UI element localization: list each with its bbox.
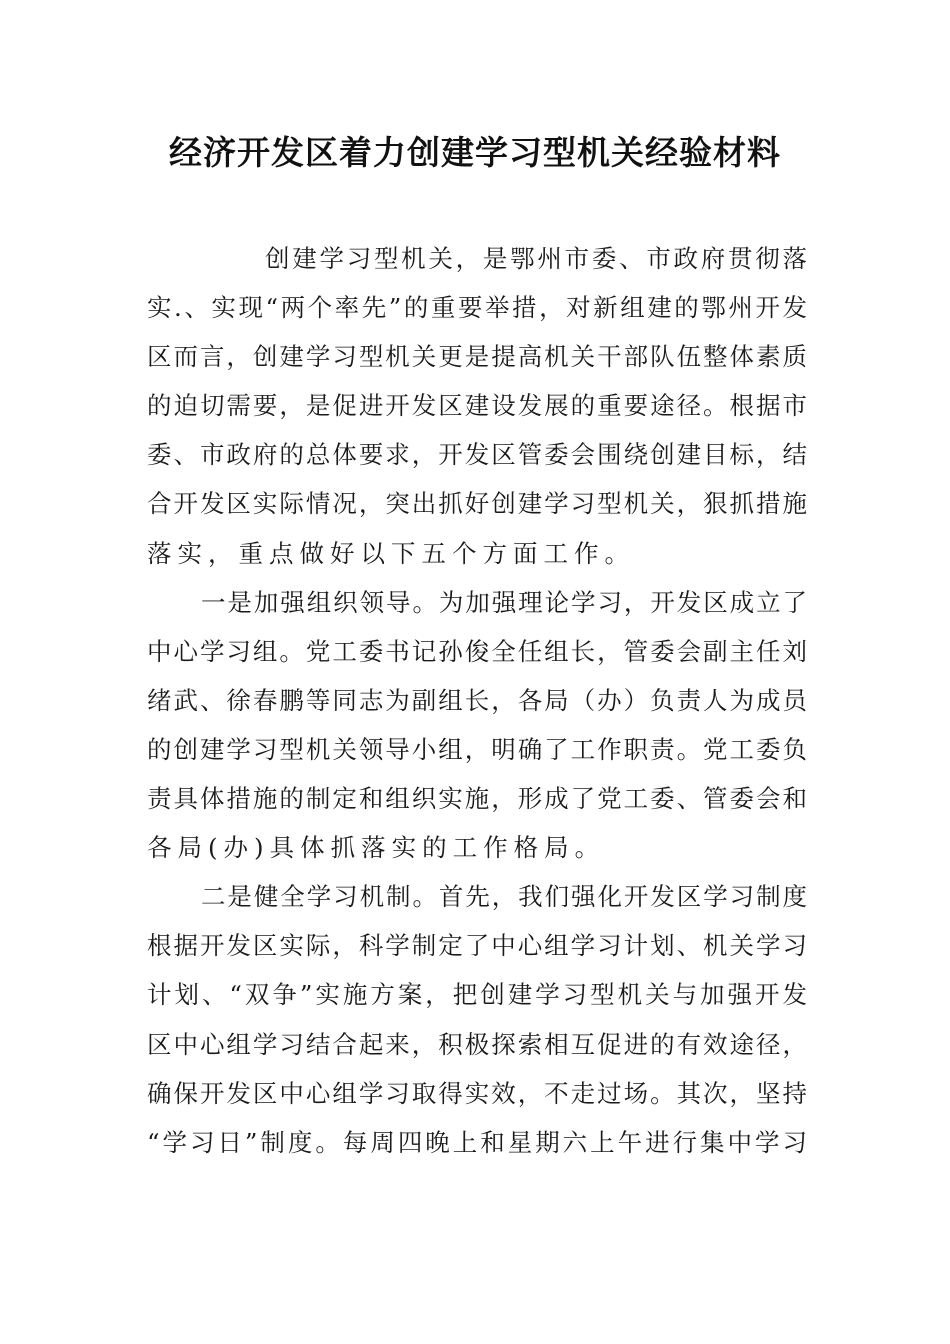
text-line: 一是加强组织领导。为加强理论学习，开发区成立了 bbox=[201, 587, 807, 617]
text-line: 各局(办)具体抓落实的工作格局。 bbox=[147, 833, 606, 863]
text-line: 的迫切需要，是促进开发区建设发展的重要途径。根据市 bbox=[147, 391, 807, 421]
text-line: 绪武、徐春鹏等同志为副组长，各局（办）负责人为成员 bbox=[147, 685, 807, 715]
text-line: 创建学习型机关，是鄂州市委、市政府贯彻落 bbox=[265, 244, 807, 273]
document-body bbox=[147, 234, 807, 1167]
text-line: 责具体措施的制定和组织实施，形成了党工委、管委会和 bbox=[147, 784, 807, 814]
text-line: 委、市政府的总体要求，开发区管委会围绕创建目标，结 bbox=[147, 440, 807, 470]
text-line: 确保开发区中心组学习取得实效，不走过场。其次，坚持 bbox=[147, 1078, 807, 1108]
text-line: 区而言，创建学习型机关更是提高机关干部队伍整体素质 bbox=[147, 342, 807, 372]
text-line: 区中心组学习结合起来，积极探索相互促进的有效途径， bbox=[147, 1029, 807, 1059]
text-line: 合开发区实际情况，突出抓好创建学习型机关，狠抓措施 bbox=[147, 489, 807, 519]
text-line: 中心学习组。党工委书记孙俊全任组长，管委会副主任刘 bbox=[147, 636, 807, 666]
document-title: 经济开发区着力创建学习型机关经验材料 bbox=[169, 133, 781, 172]
text-line: 实.、实现“两个率先”的重要举措，对新组建的鄂州开发 bbox=[147, 293, 807, 323]
text-line: 的创建学习型机关领导小组，明确了工作职责。党工委负 bbox=[147, 734, 807, 764]
text-line: 落实，重点做好以下五个方面工作。 bbox=[147, 538, 635, 568]
text-line: 根据开发区实际，科学制定了中心组学习计划、机关学习 bbox=[147, 931, 807, 961]
text-line: “学习日”制度。每周四晚上和星期六上午进行集中学习 bbox=[147, 1127, 807, 1157]
text-line: 计划、“双争”实施方案，把创建学习型机关与加强开发 bbox=[147, 980, 807, 1010]
text-line: 二是健全学习机制。首先，我们强化开发区学习制度 bbox=[201, 882, 807, 912]
